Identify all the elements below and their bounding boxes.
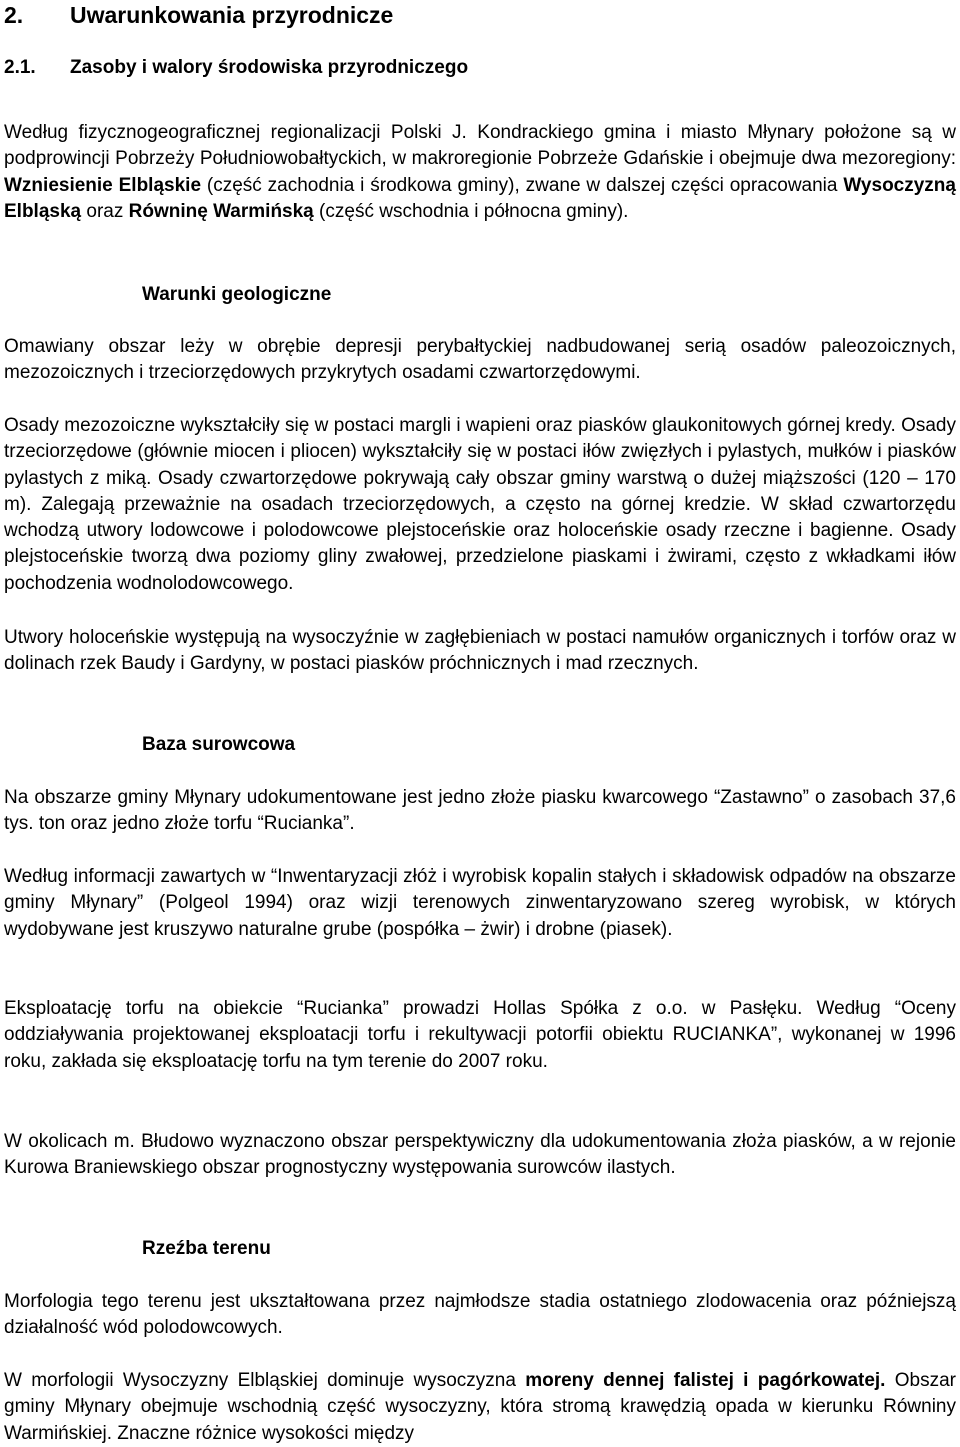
intro-text-1: Według fizycznogeograficznej regionalizacji Polski J. Kondrackiego gmina i miasto Młynary położone są w podprowincji Pobrzeży Południowobałtyckich, w makroregionie Pobrzeże Gdańskie i obejmuje dwa mezoregiony: bbox=[4, 122, 956, 170]
heading-2-number: 2.1. bbox=[4, 57, 36, 78]
heading-1-number: 2. bbox=[4, 2, 24, 28]
intro-text-2: (część zachodnia i środkowa gminy), zwane w dalszej części opracowania bbox=[201, 174, 844, 196]
heading-2 bbox=[4, 54, 468, 82]
geology-paragraph-3: Utwory holoceńskie występują na wysoczyźnie w zagłębieniach w postaci namułów organicznych i torfów oraz w dolinach rzek Baudy i Gardyny, w postaci piasków próchnicznych i mad rzecznych. bbox=[4, 627, 956, 675]
resources-paragraph-1: Na obszarze gminy Młynary udokumentowane jest jedno złoże piasku kwarcowego “Zastawno” o zasobach 37,6 tys. ton oraz jedno złoże torfu “Rucianka”. bbox=[4, 787, 956, 835]
intro-bold-3: Równinę Warmińską bbox=[128, 200, 314, 222]
relief-bold-1: moreny dennej falistej i pagórkowatej. bbox=[525, 1370, 886, 1391]
relief-paragraph-2 bbox=[4, 1368, 956, 1447]
geology-paragraph-1: Omawiany obszar leży w obrębie depresji perybałtyckiej nadbudowanej serią osadów paleozoicznych, mezozoicznych i trzeciorzędowych przykrytych osadami czwartorzędowymi. bbox=[4, 336, 956, 384]
intro-paragraph bbox=[4, 120, 956, 225]
relief-heading: Rzeźba terenu bbox=[142, 1238, 271, 1259]
geology-paragraph-2: Osady mezozoiczne wykształciły się w postaci margli i wapieni oraz piasków glaukonitowych górnej kredy. Osady trzeciorzędowe (głównie miocen i pliocen) wykształciły się w postaci iłów zwięzłych i pylastych, mułków i piasków pylastych z miką. Osady czwartorzędowe pokrywają cały obszar gminy warstwą o dużej miąższości (120 – 170 m). Zalegają przeważnie na osadach trzeciorzędowych, a często na górnej kredzie. W skład czwartorzędu wchodzą utwory lodowcowe i polodowcowe plejstoceńskie oraz holoceńskie osady rzeczne i bagienne. Osady plejstoceńskie tworzą dwa poziomy gliny zwałowej, przedzielone piaskami i żwirami, często z wkładkami iłów pochodzenia wodnolodowcowego. bbox=[4, 415, 956, 594]
relief-paragraph-1: Morfologia tego terenu jest ukształtowana przez najmłodsze stadia ostatniego zlodowacenia oraz późniejszą działalność wód polodowcowych. bbox=[4, 1291, 956, 1339]
relief-text-1: W morfologii Wysoczyzny Elbląskiej dominuje wysoczyzna bbox=[4, 1370, 526, 1391]
heading-1 bbox=[4, 0, 393, 30]
resources-paragraph-3: Eksploatację torfu na obiekcie “Rucianka” prowadzi Hollas Spółka z o.o. w Pasłęku. Według “Oceny oddziaływania projektowanej eksploatacji torfu i rekultywacji potorfii obiektu RUCIANKA”, wykonanej w 1996 roku, zakłada się eksploatację torfu na tym terenie do 2007 roku. bbox=[4, 998, 956, 1072]
resources-paragraph-4: W okolicach m. Błudowo wyznaczono obszar perspektywiczny dla udokumentowania złoża piasków, a w rejonie Kurowa Braniewskiego obszar prognostyczny występowania surowców ilastych. bbox=[4, 1131, 956, 1179]
geology-heading: Warunki geologiczne bbox=[142, 284, 332, 305]
intro-bold-1: Wzniesienie Elbląskie bbox=[4, 174, 202, 196]
heading-1-title: Uwarunkowania przyrodnicze bbox=[70, 2, 394, 28]
relief-text-2: Obszar gminy Młynary obejmuje wschodnią część wysoczyzny, która stromą krawędzią opada w kierunku Równiny Warmińskiej. Znaczne różnice wysokości między bbox=[4, 1370, 956, 1444]
intro-text-3: oraz bbox=[81, 200, 129, 222]
resources-paragraph-2: Według informacji zawartych w “Inwentaryzacji złóż i wyrobisk kopalin stałych i składowisk odpadów na obszarze gminy Młynary” (Polgeol 1994) oraz wizji terenowych zinwentaryzowano szereg wyrobisk, w których wydobywane jest kruszywo naturalne grube (pospółka – żwir) i drobne (piasek). bbox=[4, 866, 956, 940]
intro-text-4: (część wschodnia i północna gminy). bbox=[313, 200, 629, 222]
heading-2-title: Zasoby i walory środowiska przyrodniczego bbox=[70, 57, 469, 78]
resources-heading: Baza surowcowa bbox=[142, 734, 296, 755]
intro-bold-2: Wysoczyzną Elbląską bbox=[4, 174, 956, 222]
